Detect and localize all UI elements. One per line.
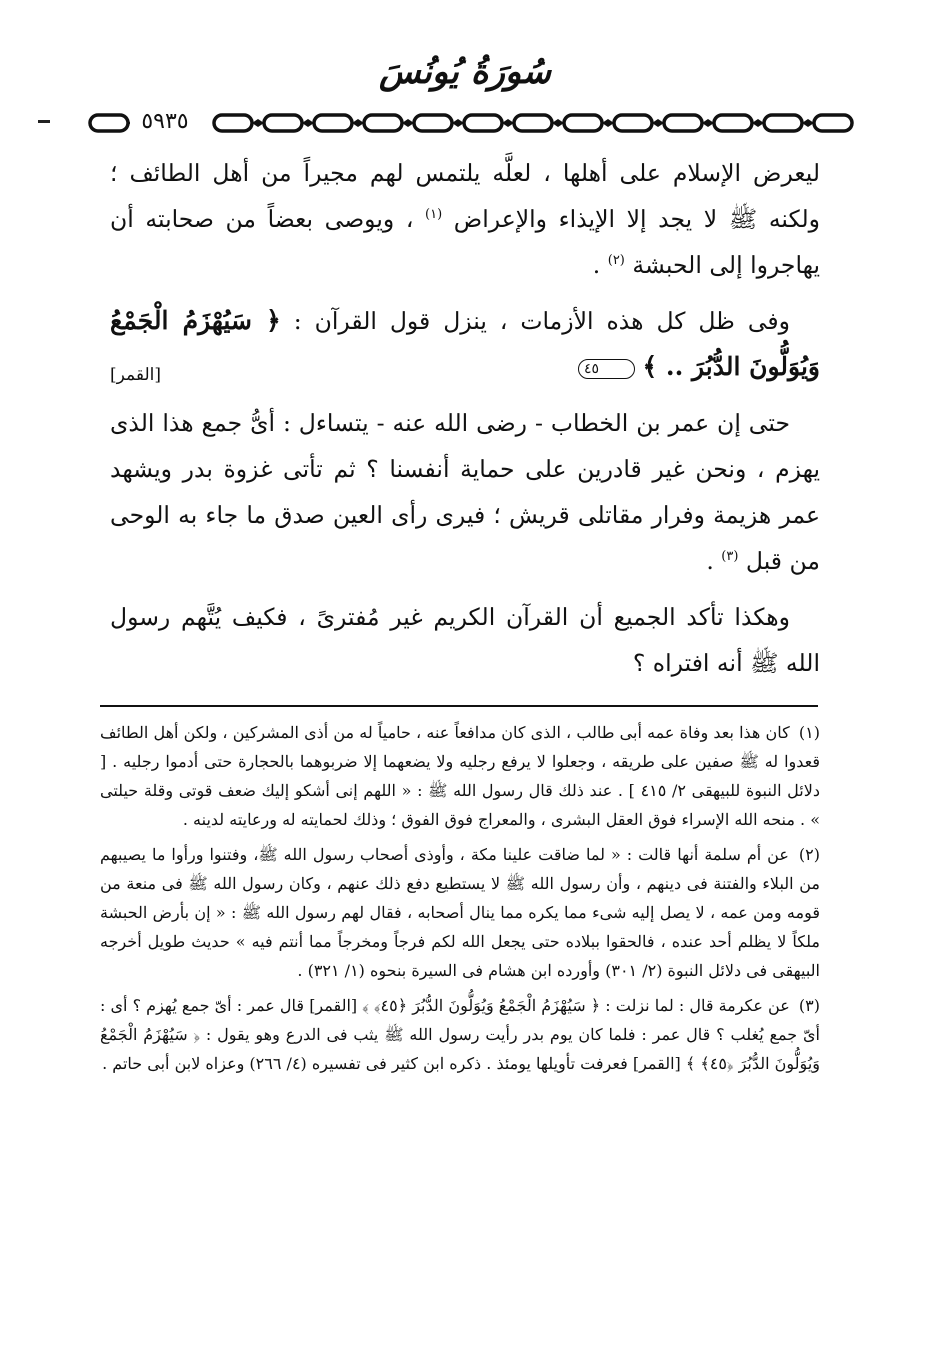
paragraph-4 bbox=[110, 594, 820, 686]
quran-verse: ﴿ سَيُهْزَمُ الْجَمْعُ وَيُوَلُّونَ الدُّبُرَ .. ﴾ bbox=[110, 306, 820, 381]
footnote-3-number: (٣) bbox=[798, 996, 820, 1015]
paragraph-1-text-cont: ، ويوصى بعضاً من صحابته أن يهاجروا إلى الحبشة bbox=[110, 205, 820, 279]
footnotes bbox=[100, 718, 820, 1084]
paragraph-4-text: وهكذا تأكد الجميع أن القرآن الكريم غير مُفترىً ، فكيف يُتَّهم رسول الله ﷺ أنه افتراه ؟ bbox=[110, 603, 820, 677]
footnote-1 bbox=[100, 718, 820, 834]
paragraph-1 bbox=[110, 150, 820, 288]
sura-reference: [القمر] bbox=[110, 365, 161, 385]
paragraph-1-end: . bbox=[592, 251, 601, 279]
paragraph-1-text: ليعرض الإسلام على أهلها ، لعلَّه يلتمس لهم مجيراً من أهل الطائف ؛ ولكنه ﷺ لا يجد إلا الإيذاء والإعراض bbox=[110, 159, 820, 233]
paragraph-2 bbox=[110, 298, 820, 390]
page-number: ٥٩٣٥ bbox=[130, 107, 200, 137]
footnote-2-number: (٢) bbox=[798, 845, 820, 864]
margin-mark bbox=[38, 120, 50, 123]
footnote-3 bbox=[100, 991, 820, 1078]
paragraph-3-end: . bbox=[706, 547, 714, 575]
paragraph-3 bbox=[110, 400, 820, 584]
paragraph-3-text: حتى إن عمر بن الخطاب - رضى الله عنه - يتساءل : أىُّ جمع هذا الذى يهزم ، ونحن غير قادرين على حماية أنفسنا ؟ ثم تأتى غزوة بدر ويشهد عمر هزيمة وفرار مقاتلى قريش ؛ فيرى رأى العين صدق ما جاء به الوحى من قبل bbox=[110, 409, 820, 575]
sura-title: سُورَةُ يُونُسَ bbox=[379, 52, 551, 92]
footnote-ref-3[interactable]: (٣) bbox=[721, 549, 739, 565]
main-text bbox=[110, 150, 820, 696]
footnote-2 bbox=[100, 840, 820, 985]
footnote-separator bbox=[100, 705, 818, 707]
footnote-1-text: كان هذا بعد وفاة عمه أبى طالب ، الذى كان مدافعاً عنه ، حامياً له من أذى المشركين ، ولكن أهل الطائف قعدوا له ﷺ صفين على طريقه ، وجعلوا لا يرفع رجليه ولا يضعهما إلا ضربوهما بالحجارة حتى أدموا رجليه . [ دلائل النبوة للبيهقى ٢/ ٤١٥ ] . عند ذلك قال رسول الله ﷺ : « اللهم إنى أشكو إليك ضعف قوتى وقلة حيلتى » . منحه الله الإسراء فوق العقل البشرى ، والمعراج فوق الفوق ؛ وذلك لحمايته له ورعايته لدينه . bbox=[100, 723, 821, 829]
footnote-ref-2[interactable]: (٢) bbox=[607, 253, 625, 269]
footnote-ref-1[interactable]: (١) bbox=[425, 207, 443, 223]
footnote-2-text: عن أم سلمة أنها قالت : « لما ضاقت علينا مكة ، وأوذى أصحاب رسول الله ﷺ، وفتنوا ورأوا ما يصيبهم من البلاء والفتنة فى دينهم ، وأن رسول الله ﷺ لا يستطيع دفع ذلك عنهم ، وكان رسول الله ﷺ فى منعة من قومه ومن عمه ، لا يصل إليه شىء مما يكره مما ينال أصحابه ، فقال لهم رسول الله ﷺ : « إن بأرض الحبشة ملكاً لا يظلم أحد عنده ، فالحقوا ببلاده حتى يجعل الله لكم فرجاً ومخرجاً مما أنتم فيه » حديث طويل أخرجه البيهقى فى دلائل النبوة (٢/ ٣٠١) وأورده ابن هشام فى السيرة بنحوه (١/ ٣٢١) . bbox=[100, 845, 820, 980]
paragraph-2-intro: وفى ظل كل هذه الأزمات ، ينزل قول القرآن : bbox=[293, 307, 790, 335]
header-ornament-border bbox=[88, 108, 856, 138]
footnote-3-text: عن عكرمة قال : لما نزلت : ﴿ سَيُهْزَمُ الْجَمْعُ وَيُوَلُّونَ الدُّبُرَ ﴿٤٥﴾ ﴾ [القمر] قال عمر : أىّ جمع يُهزم ؟ أى : أىّ جمع يُغلب ؟ قال عمر : فلما كان يوم بدر رأيت رسول الله ﷺ يثب فى الدرع وهو يقول : ﴿ سَيُهْزَمُ الْجَمْعُ وَيُوَلُّونَ الدُّبُرَ ﴿٤٥﴾ ﴾ [القمر] فعرفت تأويلها يومئذ . ذكره ابن كثير فى تفسيره (٤/ ٢٦٦) وعزاه لابن أبى حاتم . bbox=[100, 996, 820, 1073]
footnote-1-number: (١) bbox=[798, 723, 820, 742]
ayah-number-badge: ٤٥ bbox=[578, 359, 635, 379]
